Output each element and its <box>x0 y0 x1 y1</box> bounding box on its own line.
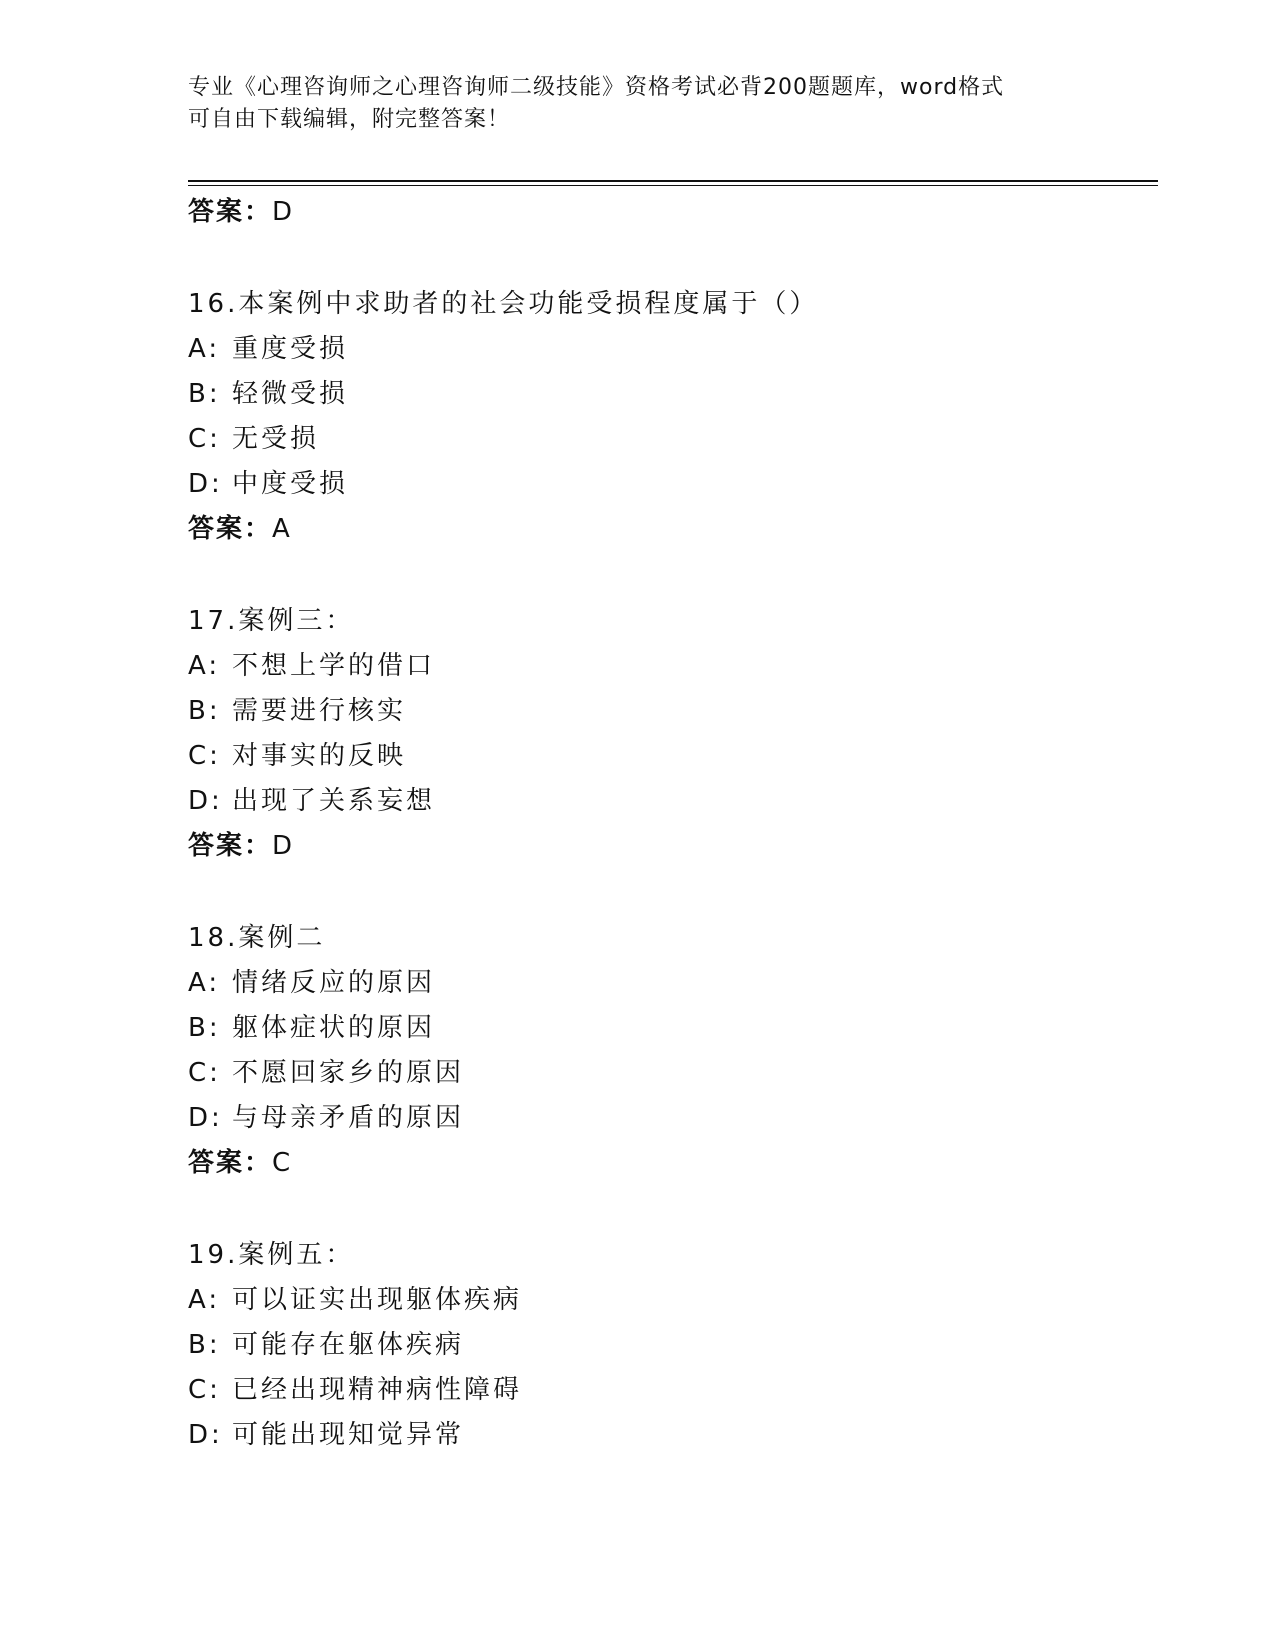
option-text: 出现了关系妄想 <box>232 786 436 816</box>
option-text: 已经出现精神病性障碍 <box>232 1375 523 1405</box>
answer-line <box>188 824 1148 868</box>
option-c <box>188 417 1148 462</box>
answer-line <box>188 1141 1148 1185</box>
option-label: A: <box>188 651 221 681</box>
option-label: C: <box>188 1058 221 1088</box>
option-label: D: <box>188 786 223 816</box>
header-divider-thin <box>188 185 1158 186</box>
option-text: 需要进行核实 <box>232 696 407 726</box>
question-title: 16.本案例中求助者的社会功能受损程度属于（） <box>188 289 819 319</box>
question-title: 19.案例五： <box>188 1240 355 1270</box>
option-text: 躯体症状的原因 <box>232 1013 436 1043</box>
option-label: B: <box>188 696 221 726</box>
option-d <box>188 1413 1148 1458</box>
option-text: 可能存在躯体疾病 <box>232 1330 465 1360</box>
answer-prefix: 答案： <box>188 514 273 544</box>
option-a <box>188 961 1148 1006</box>
option-label: B: <box>188 1330 221 1360</box>
answer-value: D <box>272 831 295 861</box>
option-label: C: <box>188 741 221 771</box>
answer-value: A <box>272 514 292 544</box>
answer-prefix: 答案： <box>188 1148 273 1178</box>
header-divider-thick <box>188 180 1158 182</box>
option-a <box>188 1278 1148 1323</box>
option-text: 中度受损 <box>232 469 349 499</box>
option-d <box>188 462 1148 507</box>
option-text: 不愿回家乡的原因 <box>232 1058 465 1088</box>
option-b <box>188 1323 1148 1368</box>
answer-line <box>188 507 1148 551</box>
question-title: 17.案例三： <box>188 606 355 636</box>
option-b <box>188 372 1148 417</box>
document-header <box>188 72 1068 136</box>
option-label: B: <box>188 1013 221 1043</box>
option-d <box>188 1096 1148 1141</box>
option-text: 无受损 <box>232 424 320 454</box>
option-label: A: <box>188 968 221 998</box>
option-text: 重度受损 <box>232 334 349 364</box>
option-label: D: <box>188 469 223 499</box>
option-a <box>188 644 1148 689</box>
option-label: B: <box>188 379 221 409</box>
option-label: D: <box>188 1420 223 1450</box>
option-d <box>188 779 1148 824</box>
option-label: C: <box>188 424 221 454</box>
answer-line <box>188 190 1148 234</box>
question-title: 18.案例二 <box>188 923 326 953</box>
option-label: D: <box>188 1103 223 1133</box>
option-text: 轻微受损 <box>232 379 349 409</box>
header-line-1: 专业《心理咨询师之心理咨询师二级技能》资格考试必背200题题库，word格式 <box>188 75 1005 100</box>
header-line-2: 可自由下载编辑，附完整答案！ <box>188 107 511 132</box>
option-c <box>188 1368 1148 1413</box>
option-b <box>188 689 1148 734</box>
option-text: 对事实的反映 <box>232 741 407 771</box>
option-text: 不想上学的借口 <box>232 651 436 681</box>
answer-value: D <box>272 197 295 227</box>
option-label: C: <box>188 1375 221 1405</box>
option-text: 情绪反应的原因 <box>232 968 436 998</box>
option-c <box>188 1051 1148 1096</box>
answer-value: C <box>272 1148 293 1178</box>
question-list <box>188 190 1148 1458</box>
option-c <box>188 734 1148 779</box>
answer-prefix: 答案： <box>188 197 273 227</box>
option-text: 与母亲矛盾的原因 <box>232 1103 465 1133</box>
option-b <box>188 1006 1148 1051</box>
option-a <box>188 327 1148 372</box>
option-label: A: <box>188 1285 221 1315</box>
option-text: 可以证实出现躯体疾病 <box>232 1285 523 1315</box>
option-text: 可能出现知觉异常 <box>232 1420 465 1450</box>
answer-prefix: 答案： <box>188 831 273 861</box>
option-label: A: <box>188 334 221 364</box>
